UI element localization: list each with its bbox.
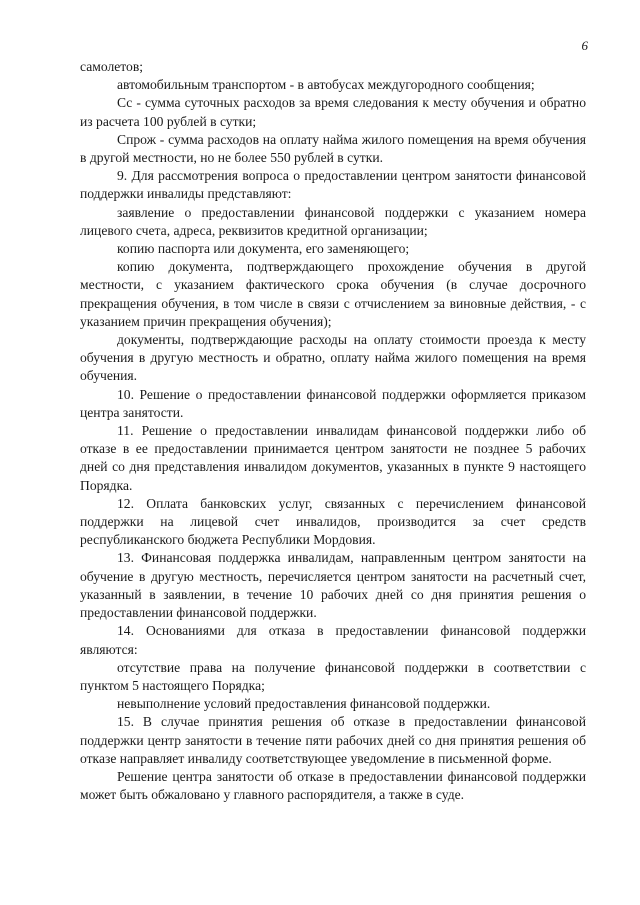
paragraph-item-11: 11. Решение о предоставлении инвалидам финансовой поддержки либо об отказе в ее предоставлении принимается центром занятости не позднее 5 рабочих дней со дня представления инвалидом документов, указанных в пункте 9 настоящего Порядка. [80, 423, 586, 493]
paragraph-item-14: 14. Основаниями для отказа в предоставлении финансовой поддержки являются: [80, 623, 586, 657]
paragraph-item-10: 10. Решение о предоставлении финансовой поддержки оформляется приказом центра занятости. [80, 386, 586, 420]
paragraph-passport-copy: копию паспорта или документа, его заменяющего; [117, 241, 410, 257]
paragraph-continuation: самолетов; [80, 59, 144, 74]
paragraph-training-document: копию документа, подтверждающего прохождение обучения в другой местности, с указанием фактического срока обучения (в случае досрочного прекращения обучения, в том числе в связи с отчислением за виновные действия, - с указанием причин прекращения обучения); [80, 259, 586, 329]
paragraph-item-12: 12. Оплата банковских услуг, связанных с перечислением финансовой поддержки на лицевой счет инвалидов, производится за счет средств республиканского бюджета Республики Мордовия. [80, 495, 586, 548]
document-body [80, 58, 586, 804]
paragraph-road-transport: автомобильным транспортом - в автобусах междугородного сообщения; [117, 77, 535, 93]
paragraph-item-15: 15. В случае принятия решения об отказе в предоставлении финансовой поддержки центр занятости в течение пяти рабочих дней со дня принятия решения об отказе направляет инвалиду соответствующее уведомление в письменной форме. [80, 714, 586, 766]
paragraph-non-fulfillment: невыполнение условий предоставления финансовой поддержки. [117, 696, 491, 712]
paragraph-daily-expenses: Сс - сумма суточных расходов за время следования к месту обучения и обратно из расчета 100 рублей в сутки; [80, 95, 586, 129]
paragraph-application: заявление о предоставлении финансовой поддержки с указанием номера лицевого счета, адреса, реквизитов кредитной организации; [80, 204, 586, 238]
paragraph-item-9: 9. Для рассмотрения вопроса о предоставлении центром занятости финансовой поддержки инвалиды представляют: [80, 168, 586, 202]
paragraph-housing-expenses: Спрож - сумма расходов на оплату найма жилого помещения на время обучения в другой местности, но не более 550 рублей в сутки. [80, 131, 586, 166]
paragraph-item-13: 13. Финансовая поддержка инвалидам, направленным центром занятости на обучение в другую местность, перечисляется центром занятости на расчетный счет, указанный в заявлении, в течение 10 рабочих дней со дня принятия решения о предоставлении финансовой поддержки. [80, 550, 586, 621]
paragraph-no-right: отсутствие права на получение финансовой поддержки в соответствии с пунктом 5 настоящего Порядка; [80, 659, 586, 693]
paragraph-expense-documents: документы, подтверждающие расходы на оплату стоимости проезда к месту обучения в другую местность и обратно, оплату найма жилого помещения на время обучения. [80, 332, 586, 384]
page-number: 6 [581, 38, 588, 53]
paragraph-appeal: Решение центра занятости об отказе в предоставлении финансовой поддержки может быть обжаловано у главного распорядителя, а также в суде. [80, 768, 586, 803]
